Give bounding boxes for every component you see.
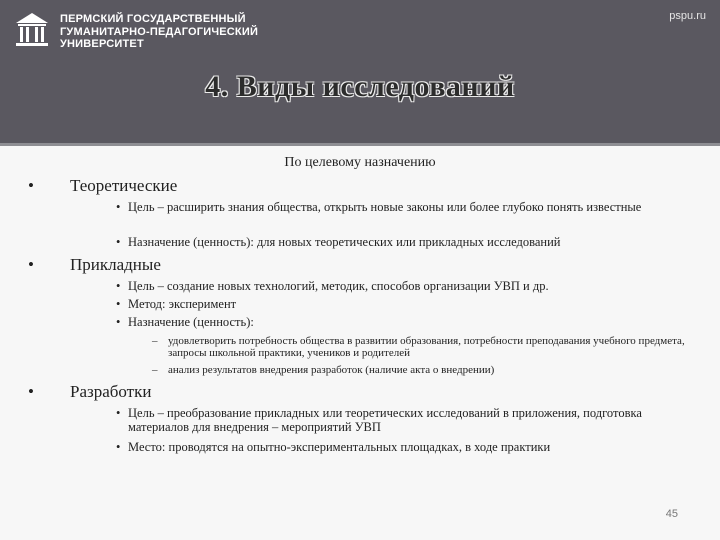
bullet: • [28,255,34,274]
list-item [116,297,696,311]
section-heading-text: Разработки [70,382,152,401]
list-item [116,200,696,214]
bullet: • [116,315,121,329]
sub-list-item [152,335,692,359]
list-item-text: Назначение (ценность): [128,315,254,329]
bullet: • [116,440,121,454]
slide-subtitle: По целевому назначению [284,155,436,170]
bullet: • [116,297,121,311]
bullet: • [116,235,121,249]
list-item [116,315,696,329]
site-url: pspu.ru [669,10,706,22]
university-name-line: ГУМАНИТАРНО-ПЕДАГОГИЧЕСКИЙ [60,25,259,38]
bullet: • [28,176,34,195]
page-number: 45 [665,508,678,520]
list-item [116,279,696,293]
dash: – [152,364,158,376]
sub-list-item [152,364,692,376]
university-name-line: УНИВЕРСИТЕТ [60,38,144,50]
list-item-text: Цель – создание новых технологий, методик, способов организации УВП и др. [128,279,549,293]
list-item [116,235,696,249]
list-item-text: Цель – преобразование прикладных или теоретических исследований в приложения, подготовка материалов для внедрения – мероприятий УВП [128,406,642,434]
list-item-text: Место: проводятся на опытно-экспериментальных площадках, в ходе практики [128,440,551,454]
bullet: • [116,200,121,214]
sub-list-item-text: удовлетворить потребность общества в развитии образования, потребности преподавания учебного предмета, запросы школьной практики, учеников и родителей [168,335,685,359]
list-item [116,406,696,434]
university-name-line: ПЕРМСКИЙ ГОСУДАРСТВЕННЫЙ [60,13,246,25]
section-heading-text: Прикладные [70,255,161,274]
list-item-text: Назначение (ценность): для новых теоретических или прикладных исследований [128,235,561,249]
dash: – [152,335,158,347]
list-item [116,440,696,454]
list-item-text: Метод: эксперимент [128,297,237,311]
bullet: • [28,382,34,401]
sub-list-item-text: анализ результатов внедрения разработок (наличие акта о внедрении) [168,364,495,376]
slide-title: 4. Виды исследований [205,70,515,103]
bullet: • [116,406,121,420]
list-item-text: Цель – расширить знания общества, открыть новые законы или более глубоко понять известные [128,200,642,214]
section-heading-text: Теоретические [70,176,178,195]
bullet: • [116,279,121,293]
